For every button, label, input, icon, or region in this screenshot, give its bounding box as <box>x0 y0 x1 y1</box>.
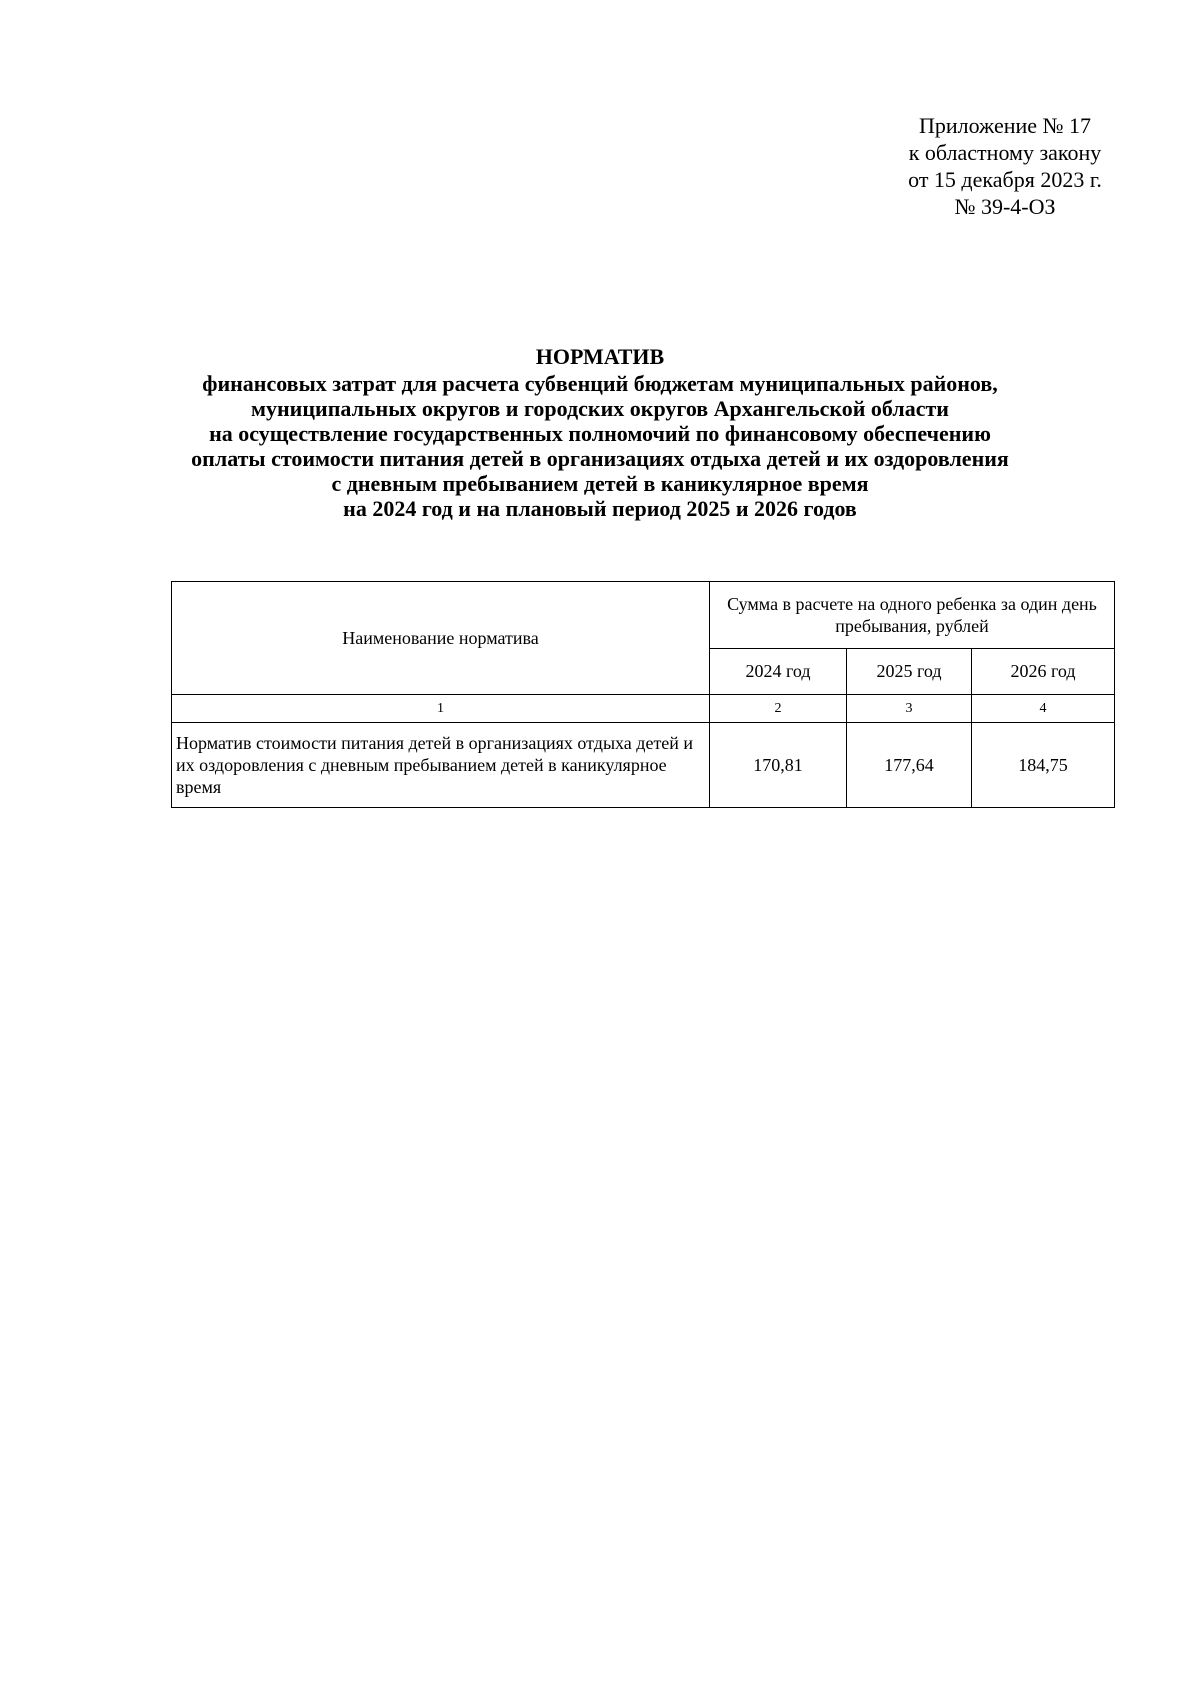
title-heading: НОРМАТИВ <box>535 344 665 369</box>
column-number: 3 <box>847 695 972 723</box>
value-2024-cell: 170,81 <box>710 723 847 808</box>
title-line: оплаты стоимости питания детей в организациях отдыха детей и их оздоровления <box>191 446 1009 471</box>
column-number-row <box>172 695 1115 723</box>
appendix-law-date: от 15 декабря 2023 г. <box>908 167 1102 192</box>
norm-name-cell: Норматив стоимости питания детей в организациях отдыха детей и их оздоровления с дневным пребыванием детей в каникулярное время <box>172 723 710 808</box>
appendix-number: Приложение № 17 <box>918 113 1092 138</box>
header-year-2025: 2025 год <box>847 649 972 695</box>
header-sum-cell: Сумма в расчете на одного ребенка за один день пребывания, рублей <box>710 582 1115 649</box>
appendix-reference <box>860 112 1150 220</box>
value-2025-cell: 177,64 <box>847 723 972 808</box>
norm-table <box>171 581 1115 808</box>
column-number: 4 <box>972 695 1115 723</box>
title-line: на 2024 год и на плановый период 2025 и 2026 годов <box>343 496 857 521</box>
value-2026-cell: 184,75 <box>972 723 1115 808</box>
column-number: 1 <box>172 695 710 723</box>
header-year-2026: 2026 год <box>972 649 1115 695</box>
appendix-law-number: № 39-4-ОЗ <box>954 194 1056 219</box>
title-line: с дневным пребыванием детей в каникулярное время <box>331 471 869 496</box>
document-title <box>150 344 1050 521</box>
title-line: муниципальных округов и городских округов Архангельской области <box>251 396 949 421</box>
header-year-2024: 2024 год <box>710 649 847 695</box>
appendix-law-ref: к областному закону <box>908 140 1102 165</box>
table-row <box>172 723 1115 808</box>
table-header-row <box>172 582 1115 649</box>
header-name-cell: Наименование норматива <box>172 582 710 695</box>
column-number: 2 <box>710 695 847 723</box>
title-line: на осуществление государственных полномочий по финансовому обеспечению <box>209 421 991 446</box>
title-line: финансовых затрат для расчета субвенций бюджетам муниципальных районов, <box>202 371 998 396</box>
